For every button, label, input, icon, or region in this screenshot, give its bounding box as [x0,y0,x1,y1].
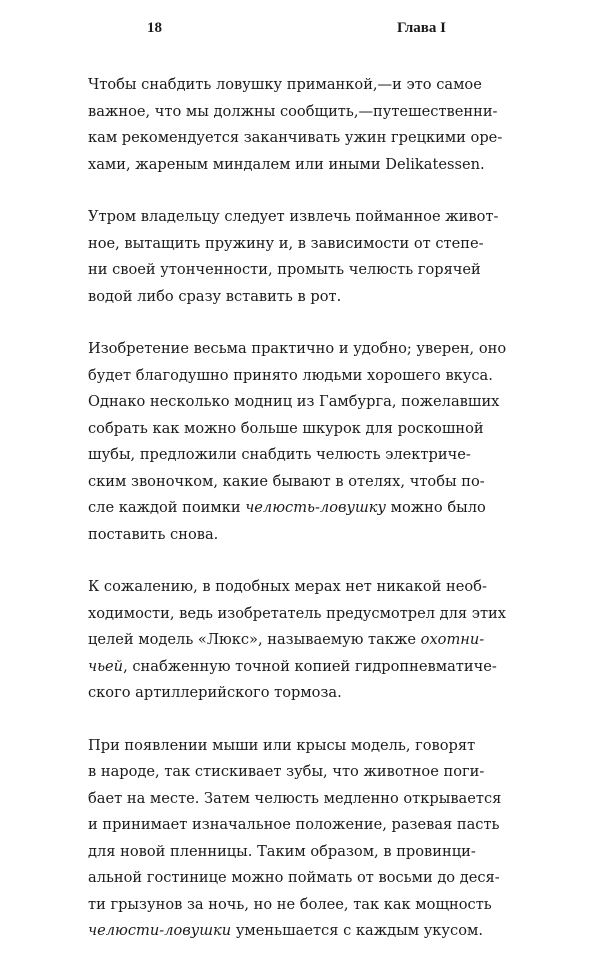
text-run: уменьшается с каждым укусом. [231,922,483,939]
text-line: для новой пленницы. Таким образом, в провинци- [88,842,476,860]
text-line: ского артиллерийского тормоза. [88,684,342,701]
running-head [0,12,600,42]
text-line: будет благодушно принято людьми хорошего вкуса. [88,366,493,384]
text-run: можно было [385,499,486,516]
paragraph [88,733,502,945]
text-line: ти грызунов за ночь, но не более, так как мощность [88,895,492,913]
text-line: ное, вытащить пружину и, в зависимости от степе- [88,234,484,252]
text-run: целей модель «Люкс», называемую также [88,631,421,648]
text-line: важное, что мы должны сообщить,—путешественни- [88,102,498,120]
text-line [88,654,497,681]
text-line: бает на месте. Затем челюсть медленно открывается [88,789,502,807]
paragraph [88,204,499,310]
chapter-title: Глава I [397,20,446,36]
text-line: хами, жареным миндалем или иными Delikatessen. [88,155,485,173]
text-line: ским звоночком, какие бывают в отелях, чтобы по- [88,472,485,490]
body-text [88,72,507,971]
text-line: альной гостинице можно поймать от восьми до деся- [88,869,500,886]
text-line: водой либо сразу вставить в рот. [88,287,342,305]
text-line: в народе, так стискивает зубы, что животное поги- [88,763,485,780]
text-line: Изобретение весьма практично и удобно; уверен, оно [88,340,507,357]
text-line: ни своей утонченности, промыть челюсть горячей [88,261,481,278]
paragraph [88,72,503,178]
text-line: При появлении мыши или крысы модель, говорят [88,736,476,754]
text-line: Чтобы снабдить ловушку приманкой,—и это самое [88,76,482,93]
italic-term: челюсть-ловушку [245,499,386,516]
italic-term: чьей [88,657,124,675]
text-line: собрать как можно больше шкурок для роскошной [88,419,484,437]
text-line [88,918,483,945]
text-line: кам рекомендуется заканчивать ужин грецкими оре- [88,129,503,146]
text-line: К сожалению, в подобных мерах нет никакой необ- [88,578,487,595]
page-number: 18 [147,20,162,36]
text-line [88,495,486,522]
text-line: Утром владельцу следует извлечь пойманное живот- [88,208,499,225]
text-line: Однако несколько модниц из Гамбурга, пожелавших [88,393,500,410]
text-line: шубы, предложили снабдить челюсть электриче- [88,446,471,463]
text-run: , снабженную точной копией гидропневматиче- [123,657,497,675]
italic-term: охотни- [420,631,485,648]
paragraph [88,574,506,707]
text-run: сле каждой поимки [88,499,246,516]
text-line: и принимает изначальное положение, разевая пасть [88,816,500,833]
italic-term: челюсти-ловушки [88,922,232,939]
text-line [88,627,485,654]
text-line: поставить снова. [88,525,219,543]
text-line: ходимости, ведь изобретатель предусмотрел для этих [88,604,506,622]
paragraph [88,336,507,548]
